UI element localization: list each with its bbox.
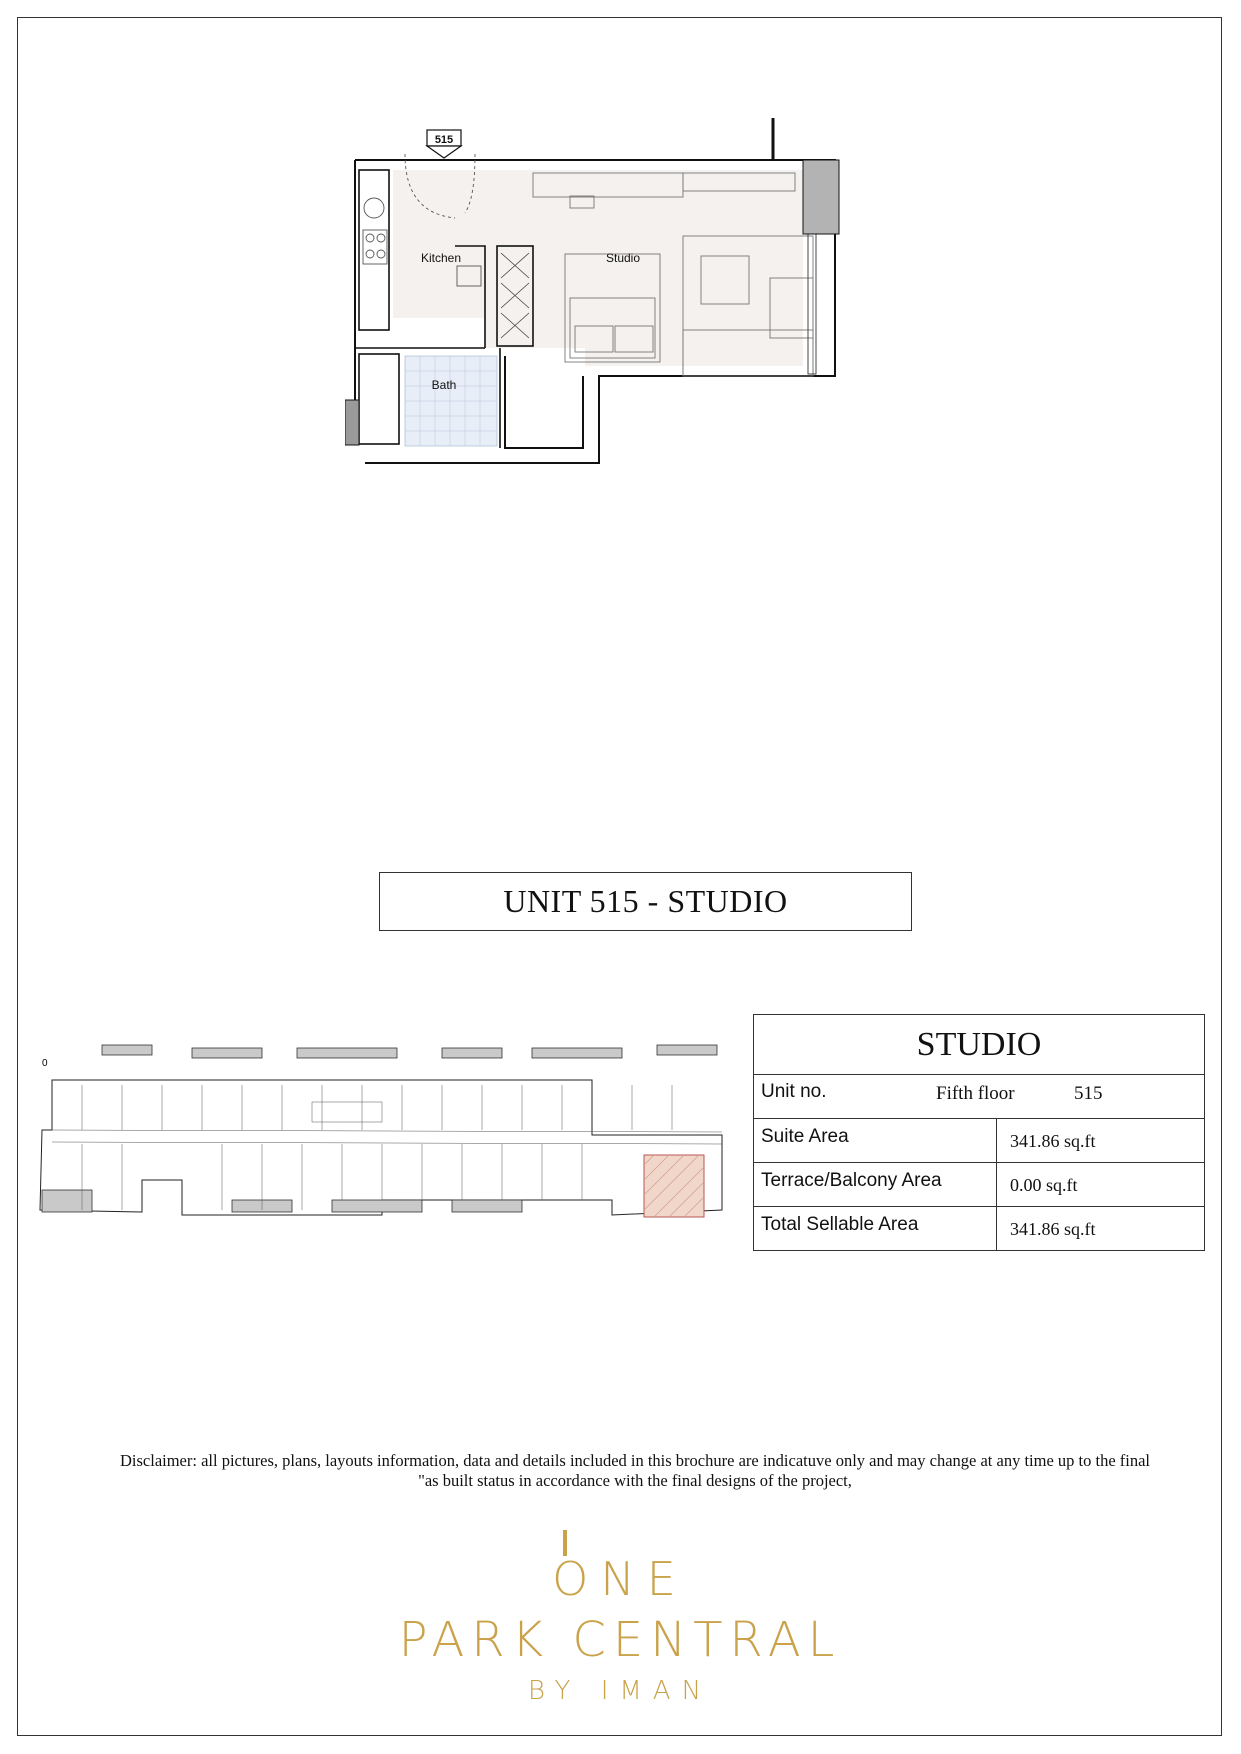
brand-logo: [380, 1530, 860, 1710]
area-summary-table: [753, 1014, 1205, 1251]
table-row-terrace-area: [754, 1162, 1204, 1206]
unit-number: 515: [1074, 1083, 1103, 1104]
unit-tag-label: 515: [434, 134, 454, 146]
room-label-studio: Studio: [605, 251, 641, 265]
row-label: Suite Area: [754, 1119, 997, 1162]
row-label: Terrace/Balcony Area: [754, 1163, 997, 1206]
logo-line-by-iman: BY IMAN: [527, 1676, 713, 1706]
table-row-suite-area: [754, 1118, 1204, 1162]
table-heading: STUDIO: [916, 1025, 1042, 1063]
building-key-plan: [32, 1040, 732, 1222]
table-row-total-area: [754, 1206, 1204, 1250]
logo-line-park-central: PARK CENTRAL: [398, 1612, 842, 1668]
row-value: 0.00 sq.ft: [1010, 1175, 1078, 1195]
unit-title: UNIT 515 - STUDIO: [379, 872, 912, 931]
room-label-kitchen: Kitchen: [420, 251, 462, 265]
unit-tag-marker: [427, 130, 461, 158]
unit-floor-plan: [345, 118, 845, 480]
row-value: 341.86 sq.ft: [1010, 1219, 1096, 1239]
unit-row: [754, 1074, 1204, 1118]
key-plan-marker: 0: [42, 1058, 48, 1069]
disclaimer: [70, 1451, 1200, 1491]
unit-label: Unit no.: [761, 1081, 827, 1102]
logo-line-one: ONE: [552, 1552, 688, 1606]
disclaimer-line-1: Disclaimer: all pictures, plans, layouts information, data and details included in this brochure are indicatuve only and may change at any time up to the final: [119, 1451, 1151, 1470]
floor-label: Fifth floor: [936, 1083, 1015, 1104]
disclaimer-line-2: "as built status in accordance with the final designs of the project,: [418, 1471, 852, 1490]
room-label-bath: Bath: [431, 378, 457, 392]
row-value: 341.86 sq.ft: [1010, 1131, 1096, 1151]
row-label: Total Sellable Area: [754, 1207, 997, 1250]
